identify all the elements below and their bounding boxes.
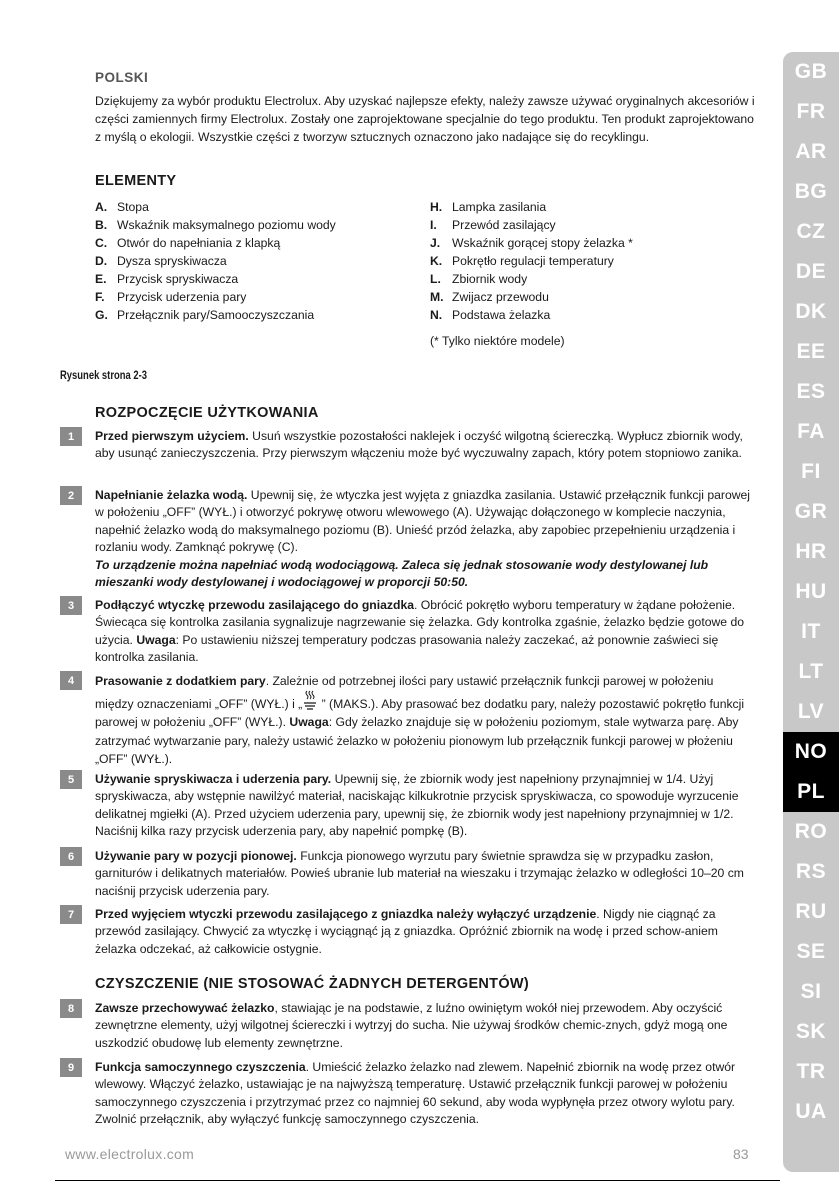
- element-key: M.: [430, 290, 444, 304]
- start-heading: ROZPOCZĘCIE UŻYTKOWANIA: [95, 405, 319, 421]
- step-9: [95, 1059, 755, 1129]
- element-item: [430, 234, 633, 252]
- language-tab-ar[interactable]: AR: [795, 140, 827, 163]
- language-tab-ee[interactable]: EE: [796, 340, 826, 363]
- language-tab-bg[interactable]: BG: [794, 180, 828, 203]
- element-label: Wskaźnik gorącej stopy żelazka *: [452, 236, 633, 250]
- step-number: 4: [60, 671, 82, 690]
- note-label: Uwaga: [136, 632, 176, 647]
- bottom-rule: [55, 1180, 780, 1181]
- language-tab-gb[interactable]: GB: [794, 60, 828, 83]
- element-item: [95, 234, 336, 252]
- figure-reference: Rysunek strona 2-3: [60, 370, 148, 382]
- element-label: Zbiornik wody: [452, 272, 528, 286]
- step-text: Upewnij się, że zbiornik wody jest napełniony przynajmniej w 1/4. Użyj spryskiwacza, aby wstępnie nawilżyć materiał, naciskając kilkukrotnie przycisk spryskiwacza, co spowoduje wyrzucenie delikatnej mgiełki (A). Przed użyciem uderzenia pary, upewnij się, że zbiornik wody jest napełniony przynajmniej w 1/2. Naciśnij kilka razy przycisk uderzenia pary, aby napełnić pompkę (B).: [95, 772, 739, 839]
- language-tab-fa[interactable]: FA: [797, 420, 825, 443]
- element-key: G.: [95, 308, 108, 322]
- element-label: Stopa: [117, 200, 149, 214]
- step-text: Usuń wszystkie pozostałości naklejek i oczyść wilgotną ściereczką. Wypłucz zbiornik wody, aby usunąć zanieczyszczenia. Przy pierwszym włączeniu może być wyczuwalny zapach, który potem stopniowo zanika.: [95, 429, 743, 461]
- element-item: [95, 216, 336, 234]
- step-8: [95, 1000, 755, 1052]
- elements-heading: ELEMENTY: [95, 173, 177, 189]
- step-title: Zawsze przechowywać żelazko: [95, 1001, 275, 1015]
- step-number: 1: [60, 427, 82, 446]
- step-1: [95, 428, 755, 463]
- element-key: J.: [430, 236, 441, 250]
- language-tab-it[interactable]: IT: [801, 620, 821, 643]
- element-label: Przewód zasilający: [452, 218, 556, 232]
- language-tab-ua[interactable]: UA: [795, 1100, 827, 1123]
- language-heading: POLSKI: [95, 70, 149, 85]
- element-key: H.: [430, 200, 443, 214]
- element-key: K.: [430, 254, 443, 268]
- element-item: [95, 198, 336, 216]
- element-key: I.: [430, 218, 437, 232]
- language-tab-ro[interactable]: RO: [794, 820, 828, 843]
- language-tab-de[interactable]: DE: [795, 260, 827, 283]
- element-key: E.: [95, 272, 107, 286]
- language-tab-rs[interactable]: RS: [795, 860, 827, 883]
- step-title: Funkcja samoczynnego czyszczenia: [95, 1060, 306, 1074]
- step-title: Przed pierwszym użyciem.: [95, 429, 249, 443]
- language-tab-hu[interactable]: HU: [795, 580, 827, 603]
- element-key: D.: [95, 254, 108, 268]
- cleaning-heading: CZYSZCZENIE (NIE STOSOWAĆ ŻADNYCH DETERGENTÓW): [95, 976, 530, 992]
- step-title: Używanie spryskiwacza i uderzenia pary.: [95, 772, 332, 786]
- language-tab-cz[interactable]: CZ: [796, 220, 826, 243]
- step-number: 7: [60, 905, 82, 924]
- element-key: N.: [430, 308, 443, 322]
- element-label: Przycisk uderzenia pary: [117, 290, 247, 304]
- step-number: 8: [60, 999, 82, 1018]
- language-tab-tr[interactable]: TR: [796, 1060, 826, 1083]
- step-title: Podłączyć wtyczkę przewodu zasilającego do gniazdka: [95, 598, 415, 612]
- step-5: [95, 771, 755, 841]
- element-label: Lampka zasilania: [452, 200, 547, 214]
- step-text: ” (MAKS.). Aby prasować bez dodatku pary, należy pozostawić pokrętło funkcji parowej w położeniu „OFF” (WYŁ.).: [95, 697, 745, 730]
- language-tab-lt[interactable]: LT: [798, 660, 824, 683]
- step-number: 5: [60, 770, 82, 789]
- step-text: . Umieścić żelazko żelazko nad zlewem. Napełnić zbiornik na wodę przez otwór wlewowy. Włączyć żelazko, ustawiając je na najwyższą temperaturę. Ustawić przełącznik funkcji parowej w położeniu samoczynnego czyszczenia i przytrzymać przez co najmniej 60 sekund, aby woda wypłynęła przez otwory wylotu pary. Zwolnić przełącznik, aby wyłączyć funkcję samoczynnego czyszczenia.: [95, 1060, 736, 1127]
- language-tab-lv[interactable]: LV: [797, 700, 825, 723]
- language-tab-fi[interactable]: FI: [801, 460, 821, 483]
- step-number: 2: [60, 486, 82, 505]
- element-item: [430, 288, 633, 306]
- element-label: Otwór do napełniania z klapką: [117, 236, 281, 250]
- step-title: Napełnianie żelazka wodą.: [95, 488, 248, 502]
- footnote: (* Tylko niektóre modele): [430, 334, 565, 348]
- element-key: A.: [95, 200, 108, 214]
- element-label: Przycisk spryskiwacza: [117, 272, 239, 286]
- steam-max-icon: [302, 690, 318, 710]
- elements-list-left: [95, 198, 336, 324]
- step-text: Funkcja pionowego wyrzutu pary świetnie sprawdza się w przypadku zasłon, garniturów i delikatnych materiałów. Powieś ubranie lub materiał na wieszaku i trzymając żelazko w odległości 10–20 cm naciśnij przycisk uderzenia pary.: [95, 849, 744, 898]
- element-item: [95, 252, 336, 270]
- element-key: B.: [95, 218, 108, 232]
- language-tab-sk[interactable]: SK: [795, 1020, 827, 1043]
- element-label: Przełącznik pary/Samooczyszczania: [117, 308, 315, 322]
- language-tab-dk[interactable]: DK: [795, 300, 827, 323]
- element-item: [430, 198, 633, 216]
- step-title: Przed wyjęciem wtyczki przewodu zasilającego z gniazdka należy wyłączyć urządzenie: [95, 907, 597, 921]
- note-label: Uwaga: [289, 715, 329, 730]
- element-label: Pokrętło regulacji temperatury: [452, 254, 614, 268]
- language-tab-pl[interactable]: PL: [783, 772, 839, 812]
- step-text: : Po ustawieniu niższej temperatury podczas prasowania należy zaczekać, aż ponownie zaświeci się kontrolka zasilania.: [95, 632, 719, 665]
- language-tab-fr[interactable]: FR: [796, 100, 826, 123]
- step-3: [95, 597, 755, 667]
- step-text: : Gdy żelazko znajduje się w położeniu poziomym, stale wytwarza parę. Aby zatrzymać wytwarzanie pary, należy ustawić żelazko w położeniu pionowym lub przełącznik funkcji parowej w płożeniu „OFF” (WYŁ.).: [95, 715, 739, 766]
- elements-list-right: [430, 198, 633, 324]
- element-item: [430, 252, 633, 270]
- step-text: , stawiając je na podstawie, z luźno owiniętym wokół niej przewodem. Aby oczyścić zewnętrzne elementy, użyj wilgotnej ściereczki i wytrzyj do sucha. Nie używaj środków chemic-znych, gdyż mogą one uszkodzić obudowę lub elementy zewnętrzne.: [95, 1001, 728, 1050]
- footer-url: www.electrolux.com: [65, 1146, 195, 1162]
- element-label: Dysza spryskiwacza: [117, 254, 227, 268]
- step-title: Używanie pary w pozycji pionowej.: [95, 849, 297, 863]
- page-number: 83: [733, 1146, 749, 1162]
- language-tab-ru[interactable]: RU: [795, 900, 827, 923]
- step-number: 9: [60, 1058, 82, 1077]
- language-tab-es[interactable]: ES: [796, 380, 826, 403]
- step-7: [95, 906, 755, 958]
- step-text: . Zależnie od potrzebnej ilości pary ustawić przełącznik funkcji parowej w położeniu między oznaczeniami „OFF” (WYŁ.) i „: [95, 674, 714, 712]
- language-tab-se[interactable]: SE: [796, 940, 826, 963]
- step-note: To urządzenie można napełniać wodą wodociągową. Zaleca się jednak stosowanie wody destylowanej lub mieszanki wody destylowanej i wodociągowej w proporcji 50:50.: [95, 557, 709, 590]
- element-item: [95, 270, 336, 288]
- element-item: [95, 288, 336, 306]
- language-tab-hr[interactable]: HR: [795, 540, 827, 563]
- intro-paragraph: Dziękujemy za wybór produktu Electrolux. Aby uzyskać najlepsze efekty, należy zawsze używać oryginalnych akcesoriów i części zamiennych firmy Electrolux. Zostały one zaprojektowane specjalnie do tego produktu. Ten produkt zaprojektowano z myślą o ekologii. Wszystkie części z tworzyw sztucznych oznaczono jako nadające się do recyklingu.: [95, 94, 755, 144]
- element-key: F.: [95, 290, 105, 304]
- step-title: Prasowanie z dodatkiem pary: [95, 674, 266, 688]
- language-tab-no[interactable]: NO: [783, 732, 839, 772]
- step-number: 3: [60, 596, 82, 615]
- step-2: [95, 487, 755, 591]
- element-label: Zwijacz przewodu: [452, 290, 549, 304]
- step-text: . Obrócić pokrętło wyboru temperatury w żądane położenie. Świecąca się kontrolka zasilania sygnalizuje nagrzewanie się żelazka. Gdy kontrolka zgaśnie, żelazko będzie gotowe do użycia.: [95, 598, 745, 647]
- element-key: L.: [430, 272, 441, 286]
- element-key: C.: [95, 236, 108, 250]
- language-sidebar: [783, 52, 839, 1172]
- element-item: [430, 216, 633, 234]
- step-number: 6: [60, 847, 82, 866]
- element-item: [95, 306, 336, 324]
- step-6: [95, 848, 755, 900]
- step-text: Upewnij się, że wtyczka jest wyjęta z gniazdka zasilania. Ustawić przełącznik funkcji parowej w położeniu „OFF” (WYŁ.) i otworzyć pokrywę otworu wlewowego (A). Używając dołączonego w komplecie naczynia, napełnić żelazko wodą do maksymalnego poziomu (B). Unieść przód żelazka, aby zapobiec przepełnieniu urządzenia i rozlaniu wody. Zamknąć pokrywę (C).: [95, 488, 751, 555]
- step-text: . Nigdy nie ciągnąć za przewód zasilający. Chwycić za wtyczkę i wyciągnąć ją z gniazdka. Opróżnić zbiornik na wodę i przed schow-aniem żelazka odczekać, aż całkowicie ostygnie.: [95, 907, 718, 956]
- element-label: Podstawa żelazka: [452, 308, 551, 322]
- element-label: Wskaźnik maksymalnego poziomu wody: [117, 218, 336, 232]
- language-tab-gr[interactable]: GR: [794, 500, 828, 523]
- element-item: [430, 270, 633, 288]
- step-4: [95, 672, 755, 768]
- language-tab-si[interactable]: SI: [800, 980, 822, 1003]
- element-item: [430, 306, 633, 324]
